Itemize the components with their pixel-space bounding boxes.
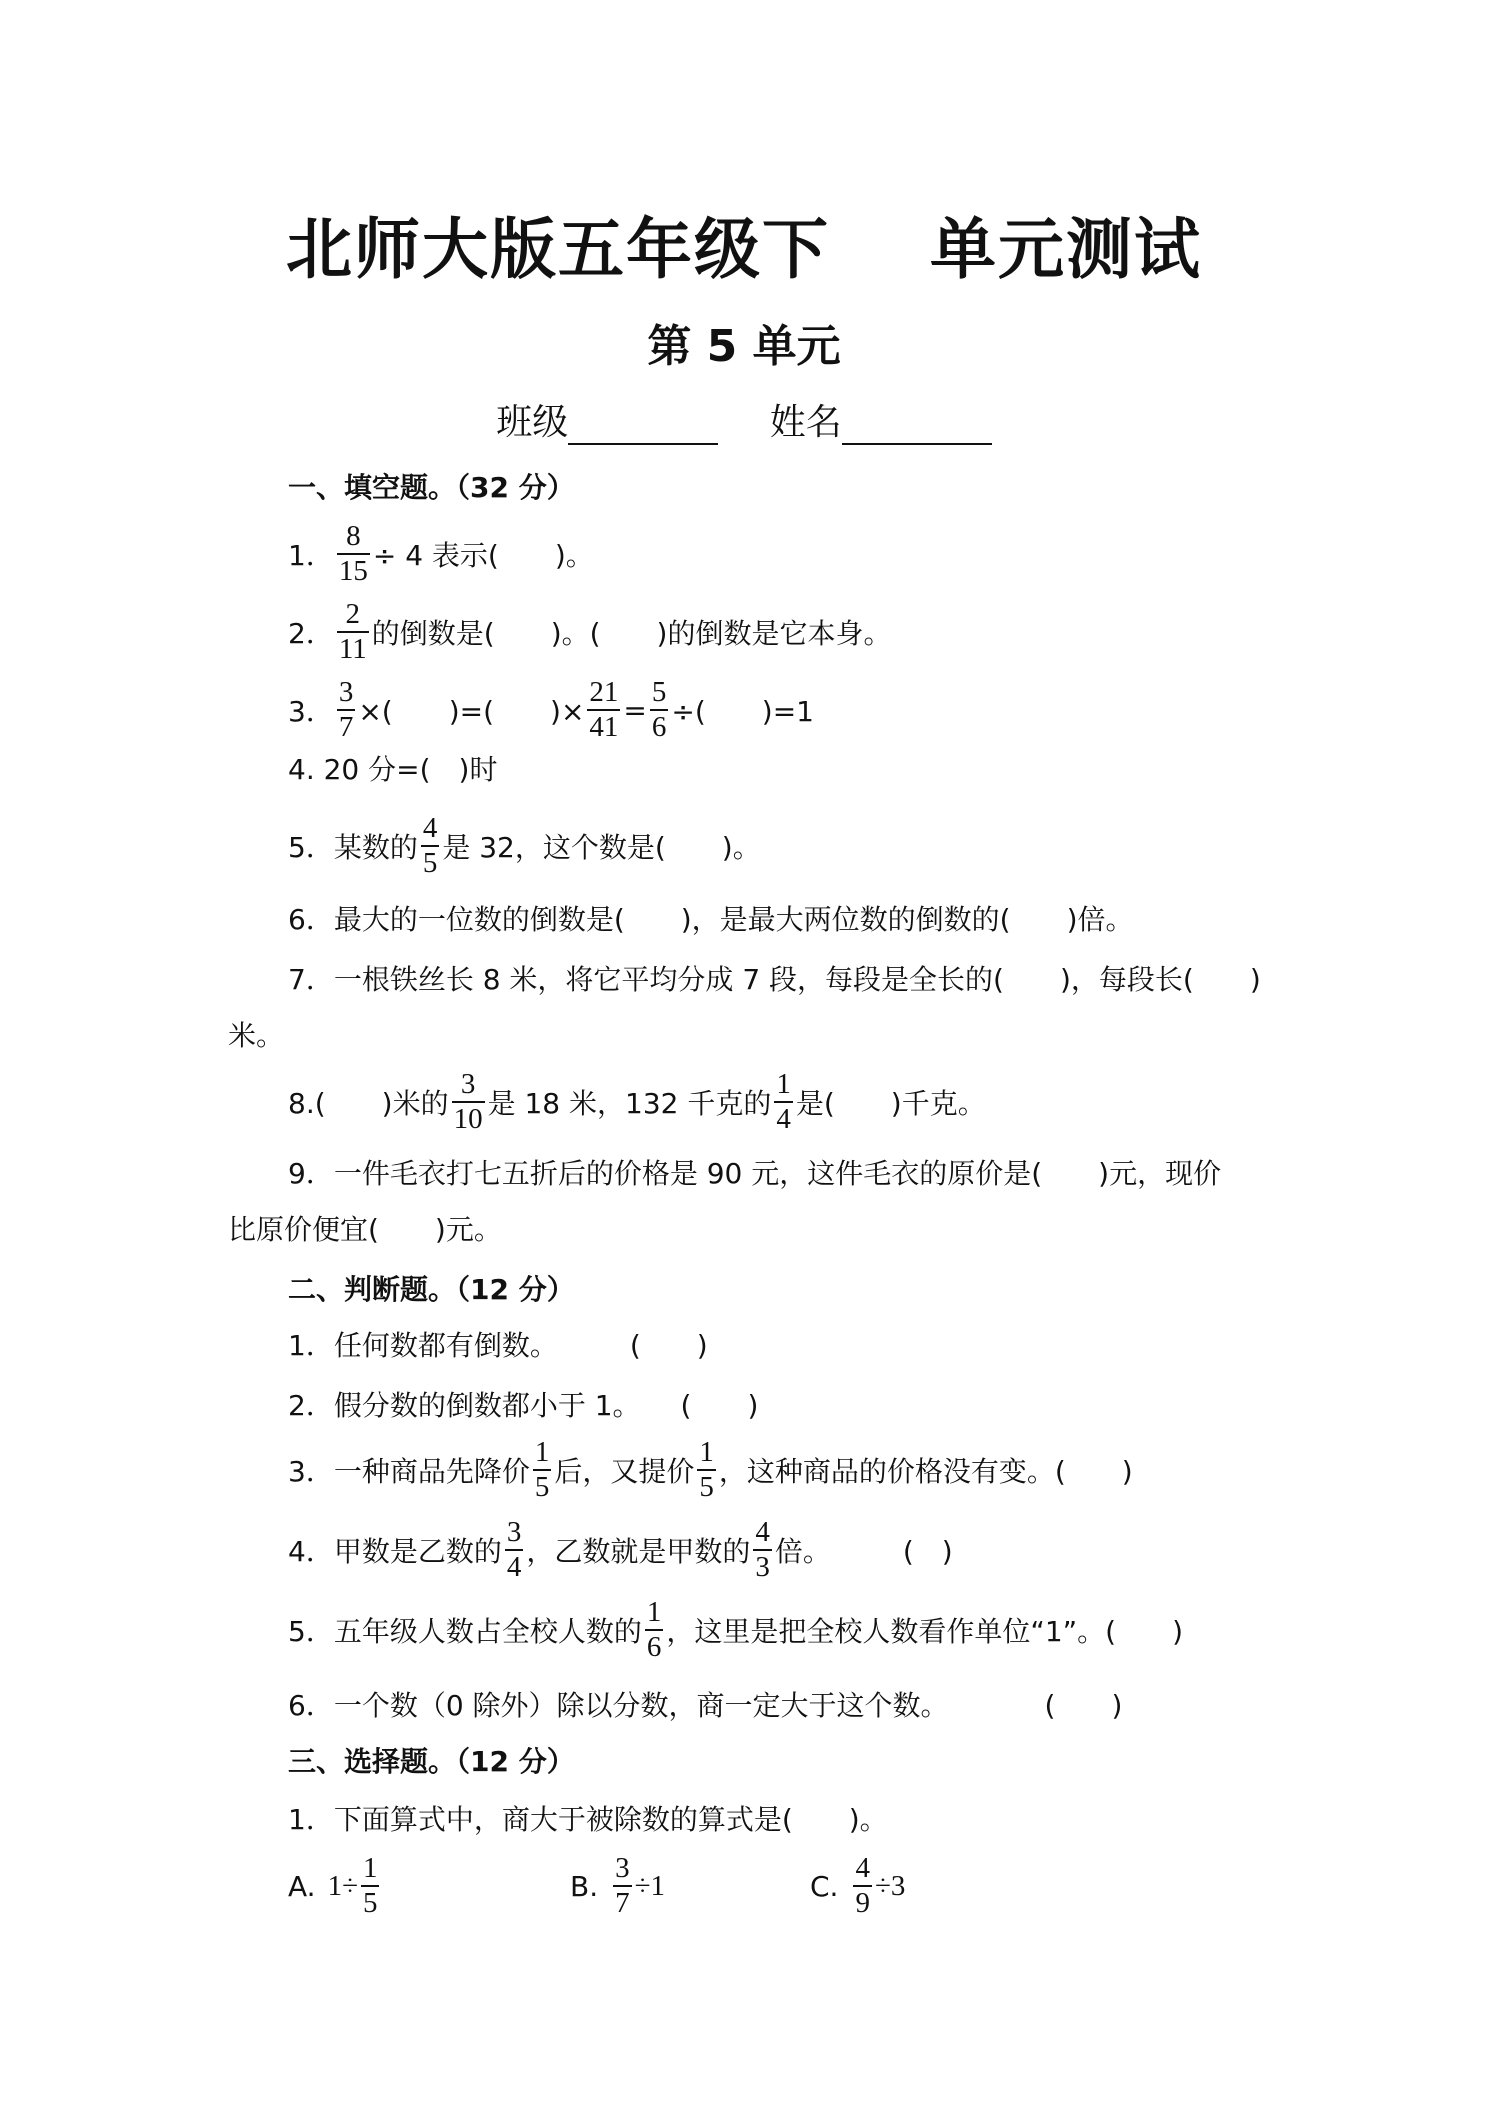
fill-question-7-cont: 米。 — [228, 1019, 285, 1052]
judge-question-6 — [288, 1680, 1122, 1728]
numerator: 2 — [345, 598, 361, 630]
numerator: 4 — [855, 1852, 870, 1884]
class-label: 班级 — [496, 402, 569, 443]
section-choice-heading: 三、选择题。（12 分） — [288, 1745, 575, 1778]
q-text: ÷( )=1 — [671, 695, 814, 728]
q-text: 2．假分数的倒数都小于 1。 — [288, 1389, 641, 1422]
judge-question-3 — [288, 1434, 1133, 1506]
fill-question-7: 7．一根铁丝长 8 米，将它平均分成 7 段，每段是全长的( )，每段长( ) — [288, 963, 1261, 996]
q-text: 3． — [288, 695, 334, 728]
judge-question-2 — [288, 1380, 758, 1428]
numerator: 4 — [755, 1516, 770, 1548]
fraction — [337, 676, 356, 744]
fill-question-4: 4. 20 分=( )时 — [288, 753, 498, 786]
q-text: 6．一个数（0 除外）除以分数，商一定大于这个数。 — [288, 1689, 949, 1722]
q-text: 2． — [288, 617, 334, 650]
fraction — [337, 598, 369, 666]
numerator: 3 — [506, 1516, 522, 1548]
numerator: 5 — [651, 676, 667, 708]
numerator: 1 — [534, 1436, 550, 1468]
fraction — [452, 1068, 485, 1136]
title-right: 单元测试 — [930, 211, 1202, 288]
page-title — [0, 196, 1488, 291]
numerator: 3 — [615, 1852, 630, 1884]
q-text: 5．某数的 — [288, 831, 418, 864]
denominator: 5 — [534, 1471, 550, 1503]
title-left: 北师大版五年级下 — [286, 211, 830, 288]
answer-paren[interactable]: ( ) — [680, 1389, 759, 1422]
fraction — [645, 1596, 664, 1664]
numerator: 3 — [338, 676, 354, 708]
denominator: 6 — [651, 711, 667, 743]
answer-paren[interactable]: ( ) — [1044, 1689, 1123, 1722]
option-expr: ÷3 — [874, 1869, 906, 1902]
denominator: 7 — [338, 711, 354, 743]
judge-question-4 — [288, 1514, 953, 1586]
q-text: 是 32，这个数是( )。 — [442, 831, 761, 864]
denominator: 5 — [422, 847, 438, 879]
section-judge-heading: 二、判断题。（12 分） — [288, 1273, 575, 1306]
fill-question-6: 6．最大的一位数的倒数是( )，是最大两位数的倒数的( )倍。 — [288, 903, 1134, 936]
q-text: 的倒数是( )。( )的倒数是它本身。 — [371, 617, 892, 650]
answer-paren[interactable]: ( ) — [629, 1329, 708, 1362]
class-blank[interactable] — [568, 405, 718, 445]
q-text: ÷ 4 表示( )。 — [372, 539, 594, 572]
denominator: 9 — [855, 1887, 870, 1919]
q-text: 是 18 米，132 千克的 — [487, 1087, 772, 1120]
numerator: 21 — [589, 676, 619, 708]
q-text: 后，又提价 — [554, 1455, 695, 1488]
denominator: 3 — [755, 1551, 770, 1583]
fill-question-1 — [288, 518, 594, 590]
denominator: 10 — [453, 1103, 483, 1135]
option-expr: 1÷ — [327, 1869, 358, 1902]
fraction — [587, 676, 620, 744]
choice-option-c[interactable] — [810, 1850, 905, 1922]
q-text: 倍。 — [774, 1535, 831, 1568]
fraction — [421, 812, 440, 880]
option-expr: ÷1 — [634, 1869, 666, 1902]
denominator: 6 — [646, 1631, 662, 1663]
answer-paren[interactable]: ( ) — [902, 1535, 953, 1568]
numerator: 1 — [699, 1436, 714, 1468]
denominator: 11 — [338, 633, 367, 665]
denominator: 5 — [362, 1887, 378, 1919]
fraction — [505, 1516, 524, 1584]
fill-question-3 — [288, 674, 814, 746]
numerator: 4 — [422, 812, 438, 844]
numerator: 1 — [362, 1852, 378, 1884]
judge-question-1 — [288, 1320, 708, 1368]
q-text: 1． — [288, 539, 334, 572]
denominator: 5 — [699, 1471, 714, 1503]
choice-option-a[interactable] — [288, 1850, 382, 1922]
q-text: ，这种商品的价格没有变。( ) — [718, 1455, 1133, 1488]
option-label: A. — [288, 1869, 316, 1903]
fraction — [613, 1852, 632, 1920]
denominator: 41 — [589, 711, 619, 743]
unit-subtitle: 第 5 单元 — [647, 321, 841, 372]
fraction — [337, 520, 370, 588]
fraction — [533, 1436, 552, 1504]
q-text: = — [623, 693, 647, 727]
numerator: 8 — [346, 520, 361, 552]
name-label: 姓名 — [769, 402, 842, 443]
numerator: 1 — [776, 1068, 791, 1100]
choice-option-b[interactable] — [570, 1850, 665, 1922]
name-blank[interactable] — [842, 405, 992, 445]
q-text: 4．甲数是乙数的 — [288, 1535, 502, 1568]
q-text: ，这里是把全校人数看作单位“1”。( ) — [666, 1615, 1184, 1648]
section-fill-heading: 一、填空题。（32 分） — [288, 471, 575, 504]
q-text: 3．一种商品先降价 — [288, 1455, 530, 1488]
denominator: 15 — [338, 555, 368, 587]
fill-question-2 — [288, 596, 891, 668]
fraction — [650, 676, 669, 744]
fraction — [774, 1068, 793, 1136]
fraction — [753, 1516, 772, 1584]
option-label: C. — [810, 1869, 839, 1903]
choice-question-1: 1．下面算式中，商大于被除数的算式是( )。 — [288, 1803, 888, 1836]
q-text: ，乙数就是甲数的 — [526, 1535, 751, 1568]
numerator: 3 — [460, 1068, 476, 1100]
q-text: 是( )千克。 — [795, 1087, 986, 1120]
fraction — [697, 1436, 716, 1504]
q-text: 8.( )米的 — [288, 1087, 449, 1120]
judge-question-5 — [288, 1594, 1183, 1666]
option-label: B. — [570, 1869, 599, 1903]
q-text: ×( )=( )× — [358, 695, 585, 728]
q-text: 5．五年级人数占全校人数的 — [288, 1615, 642, 1648]
denominator: 7 — [615, 1887, 630, 1919]
fraction — [853, 1852, 872, 1920]
fill-question-9: 9．一件毛衣打七五折后的价格是 90 元，这件毛衣的原价是( )元，现价 — [288, 1157, 1222, 1190]
fill-question-8 — [288, 1066, 986, 1138]
fraction — [361, 1852, 380, 1920]
denominator: 4 — [776, 1103, 791, 1135]
fill-question-5 — [288, 810, 761, 882]
q-text: 1．任何数都有倒数。 — [288, 1329, 558, 1362]
denominator: 4 — [506, 1551, 522, 1583]
fill-question-9-cont: 比原价便宜( )元。 — [228, 1213, 502, 1246]
numerator: 1 — [646, 1596, 662, 1628]
student-info — [0, 394, 1488, 445]
